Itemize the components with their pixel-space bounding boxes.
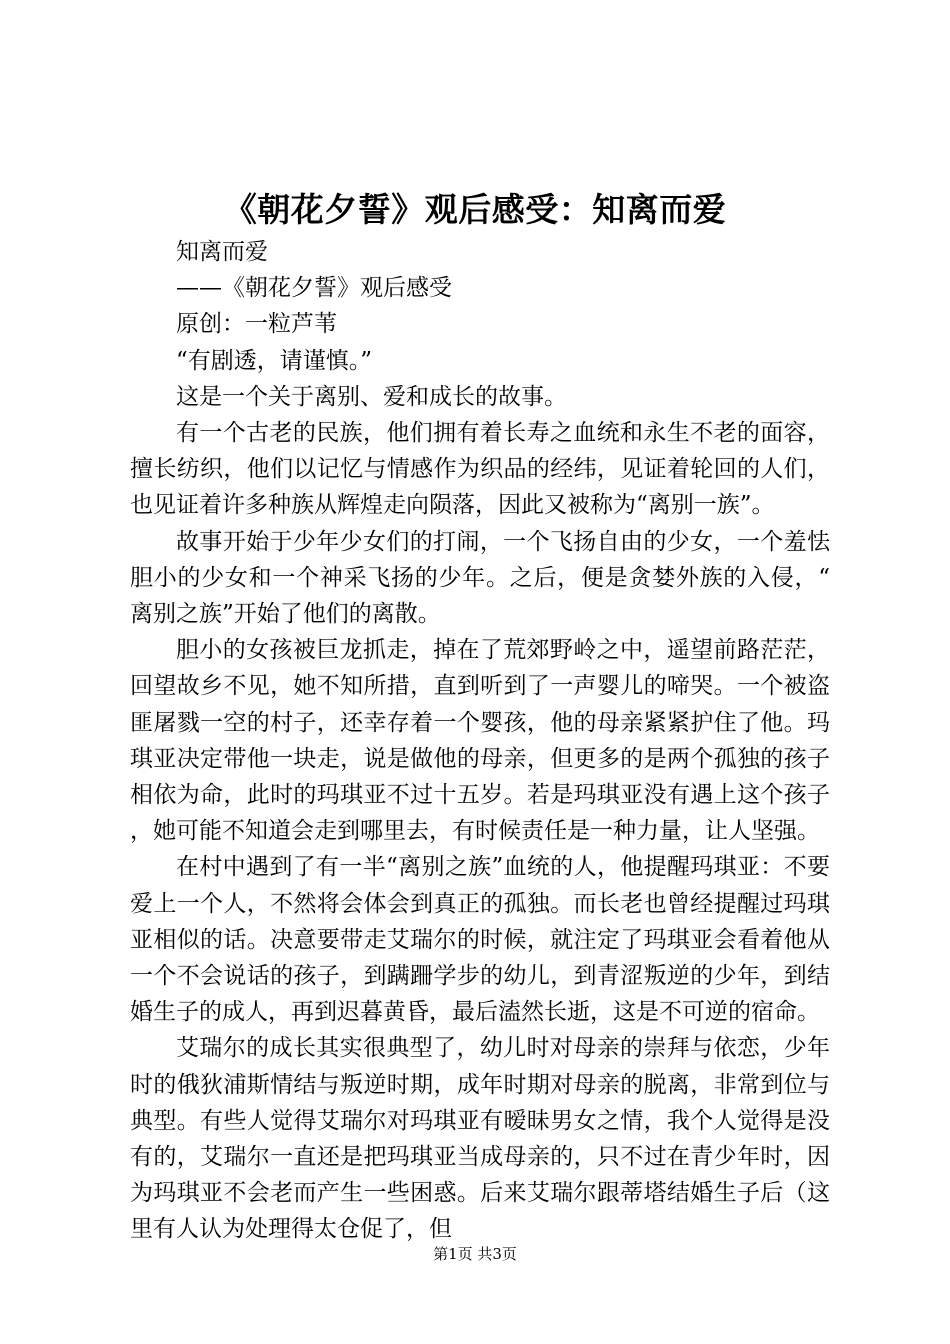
page-number-footer: 第1页 共3页 — [433, 1245, 517, 1263]
paragraph: 有一个古老的民族，他们拥有着长寿之血统和永生不老的面容，擅长纺织，他们以记忆与情感作为织品的经纬，见证着轮回的人们，也见证着许多种族从辉煌走向陨落，因此又被称为“离别一族”。 — [130, 420, 830, 519]
paragraph: 艾瑞尔的成长其实很典型了，幼儿时对母亲的崇拜与依恋，少年时的俄狄浦斯情结与叛逆时期，成年时期对母亲的脱离，非常到位与典型。有些人觉得艾瑞尔对玛琪亚有暧昧男女之情，我个人觉得是没有的，艾瑞尔一直还是把玛琪亚当成母亲的，只不过在青少年时，因为玛琪亚不会老而产生一些困惑。后来艾瑞尔跟蒂塔结婚生子后（这里有人认为处理得太仓促了，但 — [130, 1035, 830, 1243]
paragraph: 故事开始于少年少女们的打闹，一个飞扬自由的少女，一个羞怯胆小的少女和一个神采飞扬的少年。之后，便是贪婪外族的入侵，“离别之族”开始了他们的离散。 — [130, 528, 830, 628]
paragraph: 胆小的女孩被巨龙抓走，掉在了荒郊野岭之中，遥望前路茫茫，回望故乡不见，她不知所措，直到听到了一声婴儿的啼哭。一个被盗匪屠戮一空的村子，还幸存着一个婴孩，他的母亲紧紧护住了他。玛琪亚决定带他一块走，说是做他的母亲，但更多的是两个孤独的孩子相依为命，此时的玛琪亚不过十五岁。若是玛琪亚没有遇上这个孩子，她可能不知道会走到哪里去，有时候责任是一种力量，让人坚强。 — [130, 637, 830, 845]
document-title: 《朝花夕誓》观后感受：知离而爱 — [223, 190, 727, 229]
paragraph: 在村中遇到了有一半“离别之族”血统的人，他提醒玛琪亚：不要爱上一个人，不然将会体会到真正的孤独。而长老也曾经提醒过玛琪亚相似的话。决意要带走艾瑞尔的时候，就注定了玛琪亚会看着他从一个不会说话的孩子，到蹒跚学步的幼儿，到青涩叛逆的少年，到结婚生子的成人，再到迟暮黄昏，最后溘然长逝，这是不可逆的宿命。 — [130, 854, 830, 1026]
document-body — [130, 234, 830, 1248]
paragraph: 原创：一粒芦苇 — [176, 311, 337, 338]
paragraph: “有剧透，请谨慎。” — [176, 347, 373, 374]
paragraph: 知离而爱 — [176, 239, 268, 265]
paragraph: ——《朝花夕誓》观后感受 — [176, 275, 452, 302]
paragraph: 这是一个关于离别、爱和成长的故事。 — [176, 383, 567, 410]
